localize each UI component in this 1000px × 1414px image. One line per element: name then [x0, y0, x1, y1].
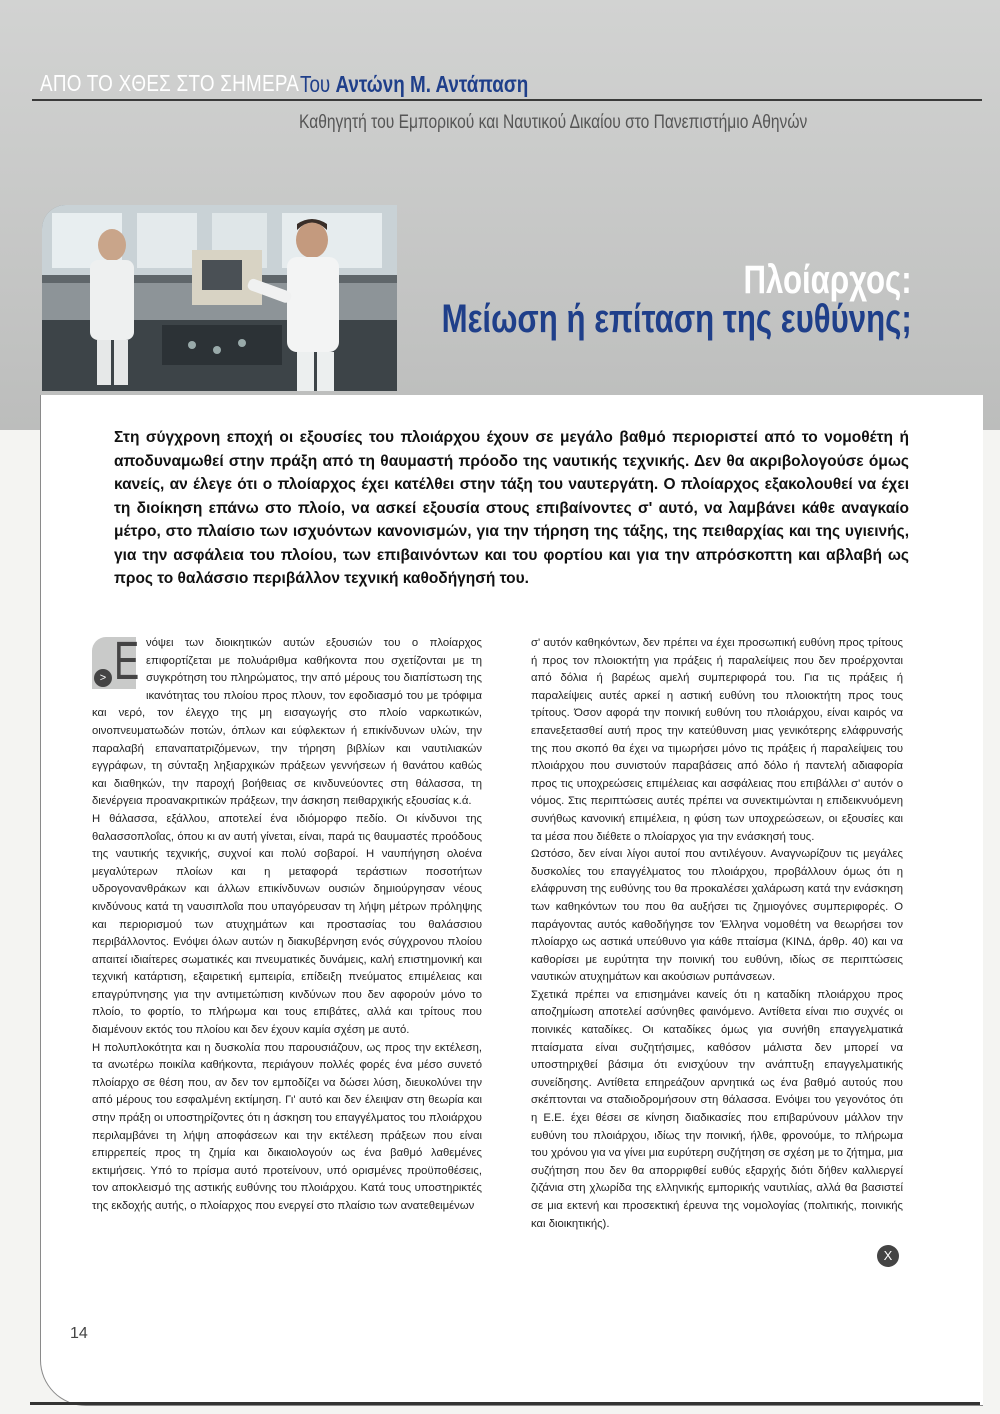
- paragraph: Η θάλασσα, εξάλλου, αποτελεί ένα ιδιόμορφο πεδίο. Οι κίνδυνοι της θαλασσοπλοΐας, όπου κι αν αυτή γίνεται, είναι, παρά τις θαυμαστές προόδους της ναυτικής τεχνικής, συχνοί και πολύ σοβαροί. Η ναυπήγηση ολοένα μεγαλύτερων πλοίων και η μεταφορά τεράστιων ποσοτήτων υδρογονανθράκων και άλλων επικίνδυνων ουσιών δημιούργησαν νέους κινδύνους κατά τη ναυσιπλοΐα που υπαγόρευσαν τη λήψη μέτρων πρόληψης και περιορισμού των ατυχημάτων και προστασίας του θαλάσσιου περιβάλλοντος. Ενόψει όλων αυτών η διακυβέρνηση ενός σύγχρονου πλοίου απαιτεί ιδιαίτερες σωματικές και πνευματικές δυνάμεις, καλή επιστημονική και τεχνική κατάρτιση, εξαιρετική εμπειρία, επίδειξη πνεύματος επιμέλειας και επαγρύπνησης για την αντιμετώπιση κινδύνων που δεν αφορούν μόνο το πλοίο, το φορτίο, το πλήρωμα και τους επιβάτες, αλλά και τρίτους που διαμένουν εκτός του πλοίου και δεν έχουν καμία σχέση με αυτό.: [92, 812, 482, 1037]
- article-column-left: [92, 631, 482, 1216]
- paragraph: σ' αυτόν καθηκόντων, δεν πρέπει να έχει προσωπική ευθύνη προς τρίτους ή προς τον πλοιοκτήτη για πράξεις ή παραλείψεις που δεν προέρχονται από δόλια ή βαρέως αμελή συμπεριφορά του. Για τις πράξεις ή παραλείψεις αυτές αρκεί η αστική ευθύνη του πλοιοκτήτη προς τους τρίτους. Όσον αφορά την ποινική ευθύνη του πλοιάρχου, είναι καιρός να επανεξετασθεί αυτή προς την κατεύθυνση μιας γενικότερης ελάφρυνσής της που σκοπό θα έχει να τιμωρήσει μόνο τις πράξεις ή παραλείψεις του πλοιάρχου που συνιστούν παραβάσεις από δόλο ή παντελή αδιαφορία προς τις υποχρεώσεις επιμέλειας και ασφάλειας που επιβάλλει σ' αυτόν ο νόμος. Στις περιπτώσεις αυτές πρέπει να συνεκτιμώνται η επιδεικνυόμενη συνήθως κανονική επιμέλεια, η φύση των υποχρεώσεων, οι εξουσίες και τα μέσα που διέθετε ο πλοίαρχος για την ενάσκησή τους.: [531, 637, 903, 843]
- dropcap-block: [92, 631, 140, 691]
- end-mark-icon: X: [877, 1245, 899, 1267]
- dropcap-letter: Ε: [114, 631, 140, 691]
- paragraph: Η πολυπλοκότητα και η δυσκολία που παρουσιάζουν, ως προς την εκτέλεση, τα ανωτέρω ποικίλα καθήκοντα, περιάγουν πολλές φορές ένα μέσο συνετό πλοίαρχο σε θέση που, αν δεν τον εμποδίζει να δώσει λύση, διευκολύνει την από μέρους του εσφαλμένη εκτίμηση. Γι' αυτό και δεν έλειψαν στη θεωρία και στην πράξη οι υποστηρίζοντες ότι η άσκηση του επαγγέλματος του πλοιάρχου περιλαμβάνει τη λήψη αποφάσεων και την εκτέλεση πράξεων που είναι επιρρεπείς προς τη ζημία και δικαιολογούν ως ένα βαθμό λαθεμένες εκτιμήσεις. Υπό το πρίσμα αυτό προτείνουν, υπό ορισμένες προϋποθέσεις, τον αποκλεισμό της αστικής ευθύνης του πλοιάρχου. Κατά τους υποστηρικτές της εκδοχής αυτής, ο πλοίαρχος που ενεργεί στο πλαίσιο των ανατεθειμένων: [92, 1041, 482, 1212]
- article-column-right: [531, 635, 903, 1233]
- bottom-rule: [30, 1402, 980, 1405]
- header-divider: [32, 99, 982, 101]
- article-title-main: Πλοίαρχος:: [743, 258, 912, 302]
- paragraph: Σχετικά πρέπει να επισημάνει κανείς ότι η καταδίκη πλοιάρχου προς αποζημίωση αποτελεί ασύνηθες φαινόμενο. Αντίθετα είναι πιο συχνές οι ποινικές καταδίκες. Οι καταδίκες όμως για συνήθη επαγγελματικά πταίσματα είναι συζητήσιμες, καθόσον μάλιστα δεν μπορεί να υποστηριχθεί βάσιμα ότι ενισχύουν την ανάπτυξη επαγγελματικής συνείδησης. Αντίθετα επηρεάζουν αρνητικά ως ένα βαθμό αυτούς που σκέπτονται να σταδιοδρομήσουν στη θάλασσα. Ενόψει του γεγονότος ότι η Ε.Ε. έχει θέσει σε κίνηση διαδικασίες που επιβαρύνουν μάλλον την ευθύνη του πλοιάρχου, ιδίως την ποινική, ήλθε, φρονούμε, το πλήρωμα του χρόνου για να γίνει μια ευρύτερη συζήτηση σε σχέση με το ζήτημα, μια συζήτηση που δεν θα απορριφθεί ευθύς εξαρχής διότι δήθεν καλλιεργεί ζιζάνια στη χλωρίδα της ελληνικής εμπορικής ναυτιλίας, αλλά θα βασιστεί σε μια εκτενή και προσεκτική έρευνα της νομολογίας (πολιτικής, ποινικής και διοικητικής).: [531, 988, 903, 1230]
- byline-prefix: Του: [300, 71, 336, 97]
- author-affiliation: Καθηγητή του Εμπορικού και Ναυτικού Δικαίου στο Πανεπιστήμιο Αθηνών: [299, 112, 808, 133]
- byline: [300, 71, 528, 98]
- bridge-photo-illustration: [42, 205, 397, 391]
- page-number: 14: [70, 1325, 88, 1342]
- paragraph: νόψει των διοικητικών αυτών εξουσιών του ο πλοίαρχος επιφορτίζεται με πολυάριθμα καθήκοντα που σχετίζονται με τη συγκρότηση του πληρώματος, την από μέρους του διαπίστωση της ικανότητας του πλοίου προς πλουν, τον εφοδιασμό του με τρόφιμα και νερό, τον έλεγχο της μη εισαγωγής στο πλοίο ναρκωτικών, οινοπνευματωδών ποτών, όπλων και εύφλεκτων ή επικίνδυνων υλών, την παραλαβή επαναπατριζόμενων, την τήρηση βιβλίων και ναυτιλιακών εγγράφων, τη σύνταξη ληξιαρχικών πράξεων γεννήσεων ή θανάτου καθώς και διαθηκών, την παροχή βοήθειας σε κινδυνεύοντες στη θάλασσα, τη διενέργεια προανακριτικών πράξεων, την άσκηση πειθαρχικής εξουσίας κ.ά.: [92, 637, 482, 808]
- paragraph: Ωστόσο, δεν είναι λίγοι αυτοί που αντιλέγουν. Αναγνωρίζουν τις μεγάλες δυσκολίες του επαγγέλματος του πλοιάρχου, προβάλλουν όμως ότι η ελάφρυνση της ευθύνης του θα προκαλέσει χαλάρωση κατά την ενάσκηση των καθηκόντων του που θα αυξήσει τις ζημιογόνες συμπεριφορές. Ο παράγοντας αυτός καθοδήγησε τον Έλληνα νομοθέτη να θεωρήσει τον πλοίαρχο ως αστικά υπεύθυνο για κάθε πταίσμα (ΚΙΝΔ, άρθρ. 40) και να καθορίσει με ευρύτητα την ποινική του ευθύνη, ιδίως σε περιπτώσεις ναυτικών ατυχημάτων και ακούσιων ρυπάνσεων.: [531, 848, 903, 984]
- lead-paragraph: Στη σύγχρονη εποχή οι εξουσίες του πλοιάρχου έχουν σε μεγάλο βαθμό περιοριστεί από το νομοθέτη ή αποδυναμωθεί στην πράξη από τη θαυμαστή πρόοδο της ναυτικής τεχνικής. Δεν θα ακριβολογούσε όμως κανείς, αν έλεγε ότι ο πλοίαρχος έχει κατέλθει στην τάξη του ναυτεργάτη. Ο πλοίαρχος εξακολουθεί να έχει τη διοίκηση επάνω στο πλοίο, να ασκεί εξουσία στους επιβαίνοντες σ' αυτό, να λαμβάνει κάθε αναγκαίο μέτρο, στο πλαίσιο των ισχυόντων κανονισμών, για την τήρηση της τάξης, της πειθαρχίας και της υγιεινής, για την ασφάλεια του πλοίου, των επιβαινόντων και του φορτίου και για την απρόσκοπτη και αβλαβή ως προς το θαλάσσιο περιβάλλον τεχνική καθοδήγησή του.: [114, 429, 909, 587]
- section-label: ΑΠΟ ΤΟ ΧΘΕΣ ΣΤΟ ΣΗΜΕΡΑ: [40, 70, 300, 96]
- bridge-photo: [42, 205, 397, 391]
- author-name: Αντώνη Μ. Αντάπαση: [335, 71, 529, 97]
- arrow-badge-icon: >: [94, 669, 112, 687]
- article-title-sub: Μείωση ή επίταση της ευθύνης;: [441, 297, 912, 341]
